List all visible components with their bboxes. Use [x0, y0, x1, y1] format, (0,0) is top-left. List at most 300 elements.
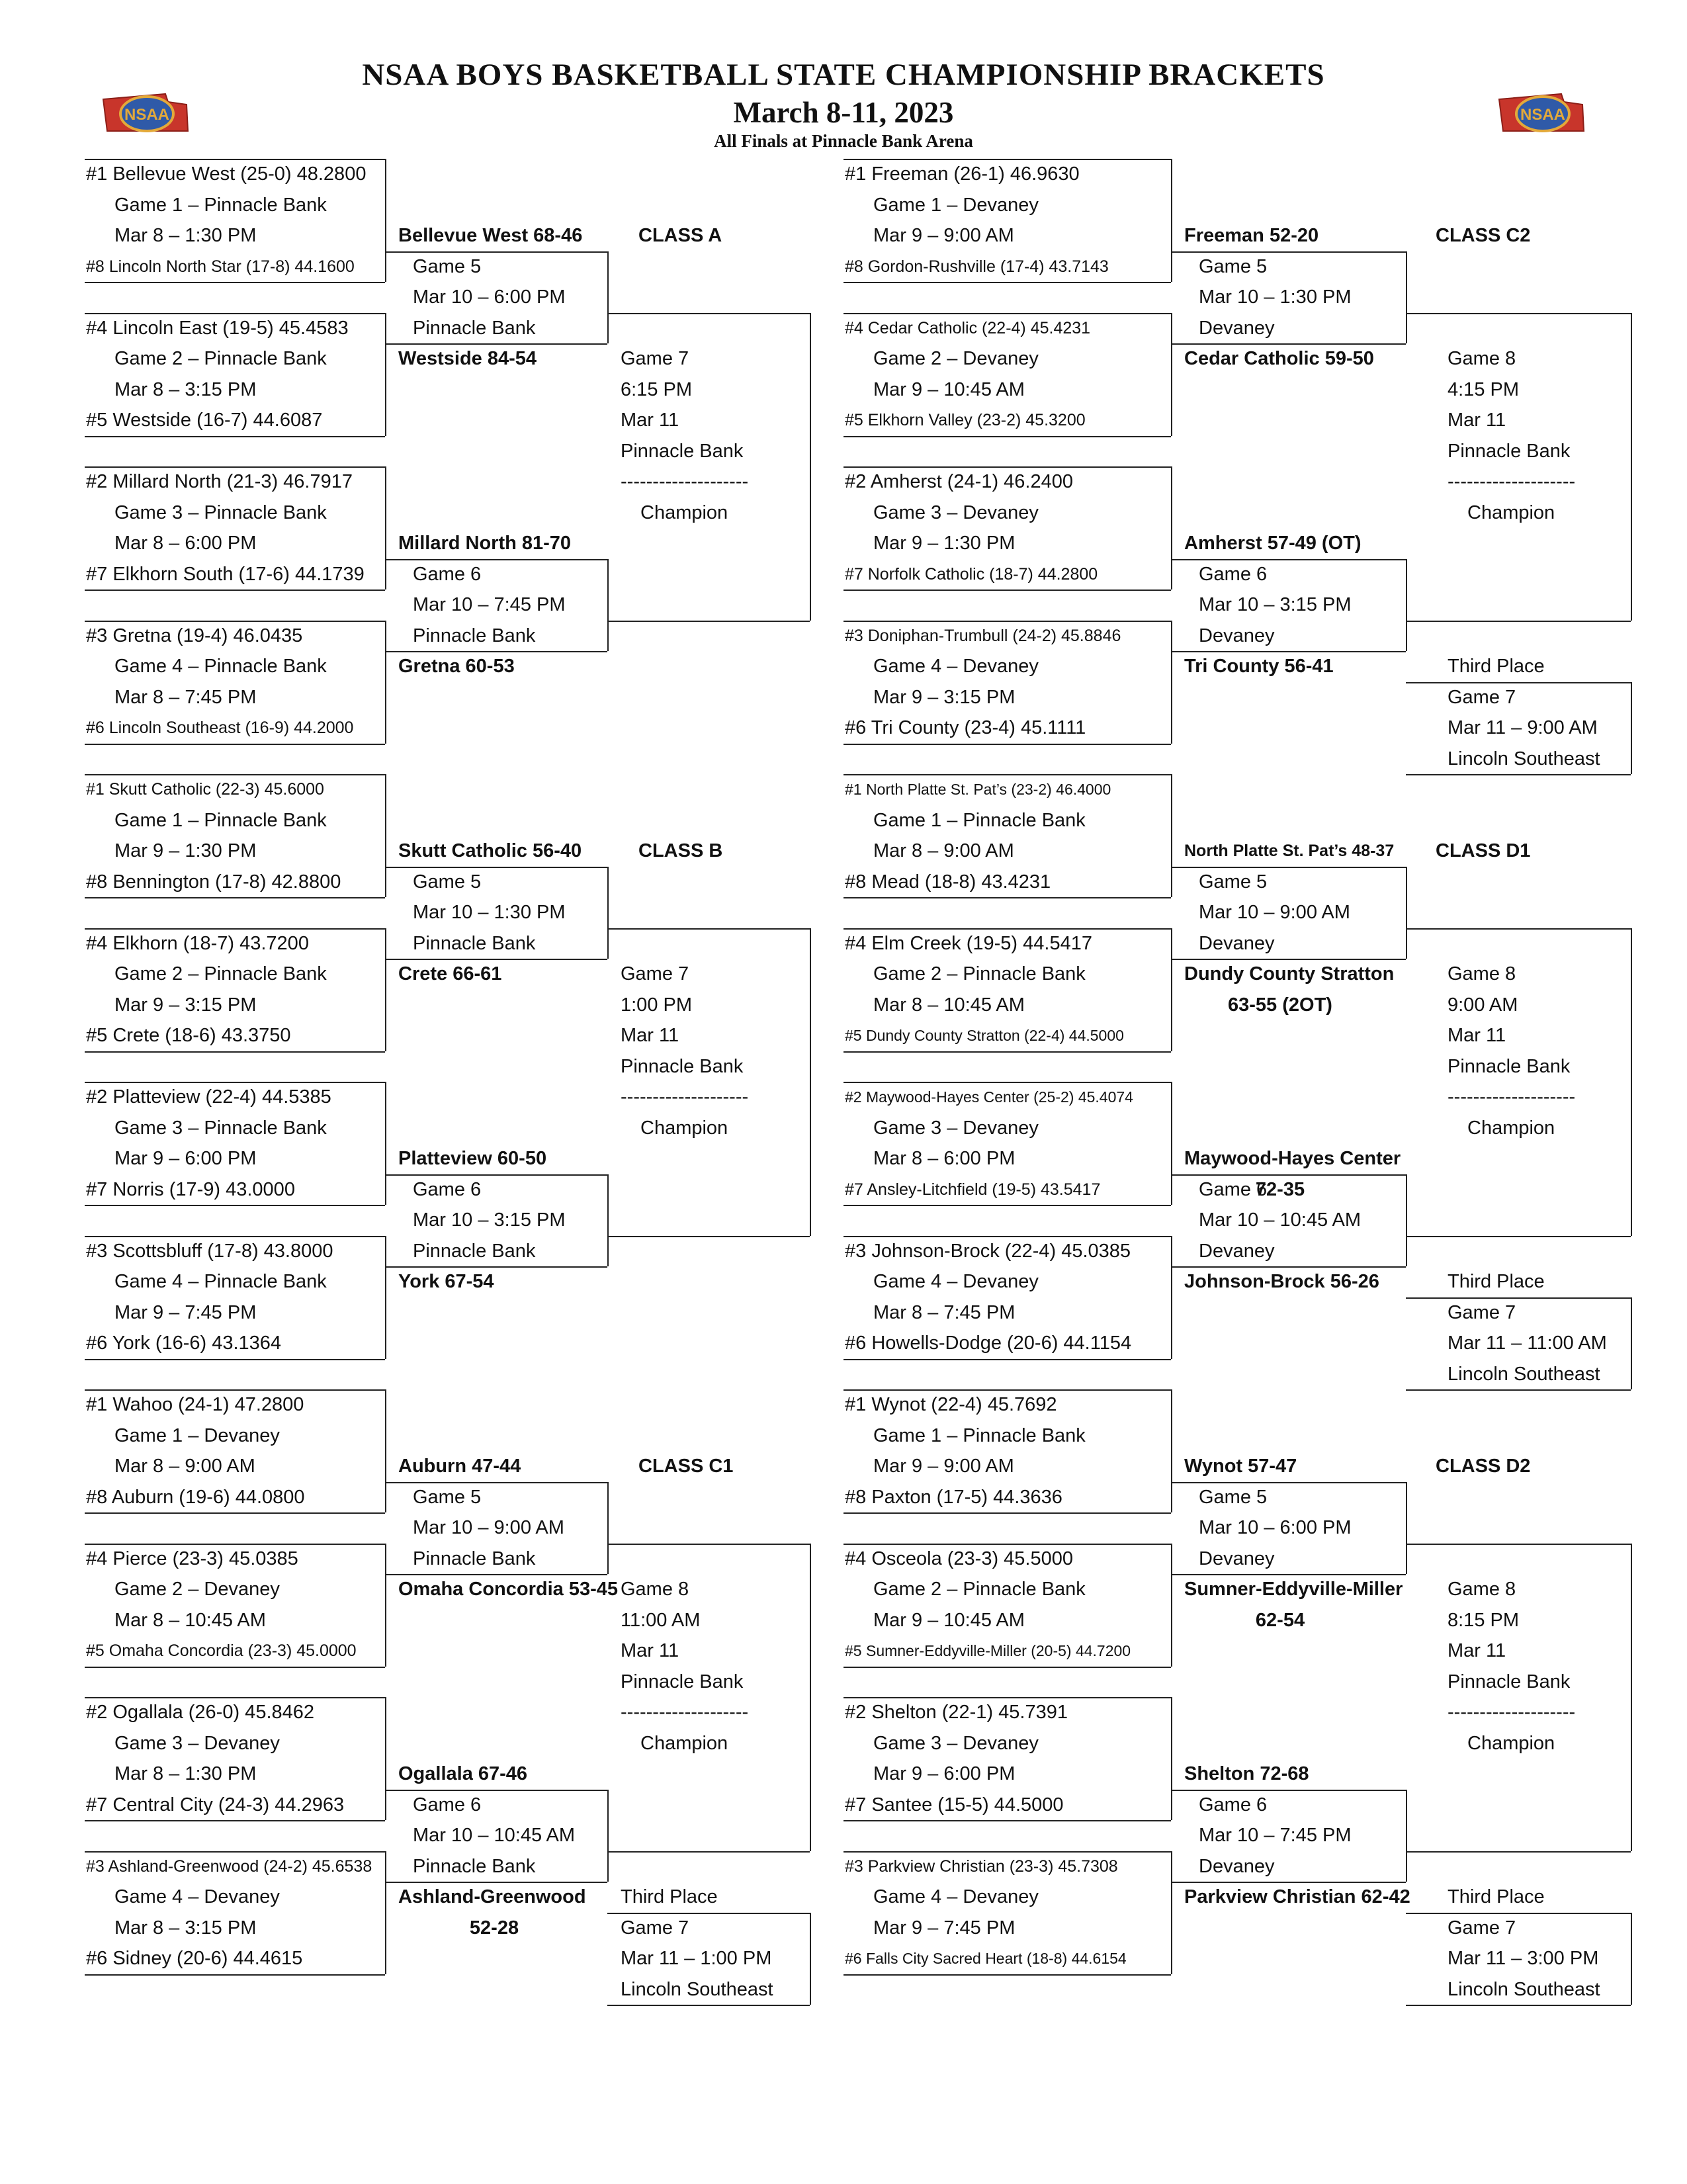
- semifinal-game: Game 6: [1199, 1178, 1268, 1200]
- semifinal-time: Mar 10 – 7:45 PM: [1199, 1825, 1352, 1846]
- third-place-time: Mar 11 – 3:00 PM: [1448, 1948, 1599, 1969]
- class-label: CLASS D1: [1436, 840, 1531, 861]
- team-seed-top: #3 Gretna (19-4) 46.0435: [86, 625, 303, 646]
- champion-line: --------------------: [1448, 1702, 1576, 1723]
- semifinal-time: Mar 10 – 10:45 AM: [1199, 1209, 1362, 1231]
- winner-line: [1171, 1266, 1406, 1268]
- bracket-connector: [385, 1697, 386, 1820]
- game-label: Game 3 – Pinnacle Bank: [114, 502, 327, 523]
- game-label: Game 2 – Pinnacle Bank: [873, 1579, 1086, 1600]
- team-line: [85, 928, 385, 930]
- game-winner: Amherst 57-49 (OT): [1184, 533, 1362, 554]
- game-time: Mar 8 – 3:15 PM: [114, 1917, 257, 1939]
- team-line: [844, 282, 1171, 283]
- bracket-connector: [810, 928, 811, 1236]
- game-time: Mar 9 – 6:00 PM: [114, 1148, 257, 1169]
- third-place-site: Lincoln Southeast: [1448, 748, 1600, 769]
- bracket-connector: [1171, 1697, 1172, 1820]
- semifinal-game: Game 5: [1199, 255, 1268, 277]
- game-label: Game 2 – Pinnacle Bank: [873, 963, 1086, 984]
- winner-line: [385, 1482, 607, 1483]
- semifinal-site: Pinnacle Bank: [413, 1855, 536, 1877]
- team-seed-top: #3 Johnson-Brock (22-4) 45.0385: [845, 1240, 1131, 1262]
- team-seed-bottom: #7 Norfolk Catholic (18-7) 44.2800: [845, 564, 1098, 584]
- page-title: NSAA BOYS BASKETBALL STATE CHAMPIONSHIP BRACKETS: [362, 58, 1325, 92]
- team-line: [85, 282, 385, 283]
- game-time: Mar 8 – 7:45 PM: [114, 686, 257, 708]
- semifinal-line: [1406, 1851, 1631, 1853]
- class-label: CLASS C2: [1436, 225, 1531, 246]
- team-line: [844, 313, 1171, 314]
- semifinal-time: Mar 10 – 3:15 PM: [413, 1209, 566, 1231]
- game-label: Game 1 – Devaney: [873, 194, 1039, 216]
- class-label: CLASS A: [638, 225, 722, 246]
- game-label: Game 2 – Devaney: [873, 348, 1039, 369]
- class-label: CLASS D2: [1436, 1456, 1531, 1477]
- team-seed-bottom: #8 Gordon-Rushville (17-4) 43.7143: [845, 257, 1109, 276]
- team-seed-bottom: #8 Bennington (17-8) 42.8800: [86, 871, 341, 893]
- winner-line: [1171, 1882, 1406, 1883]
- logo-text: NSAA: [124, 106, 170, 124]
- semifinal-time: Mar 10 – 9:00 AM: [1199, 902, 1350, 923]
- bracket-connector: [607, 559, 609, 652]
- team-line: [844, 1236, 1171, 1237]
- game-time: Mar 8 – 9:00 AM: [873, 840, 1014, 861]
- champion-label: Champion: [1467, 1117, 1555, 1139]
- team-line: [844, 928, 1171, 930]
- winner-line: [1171, 651, 1406, 652]
- team-seed-top: #3 Parkview Christian (23-3) 45.7308: [845, 1856, 1118, 1876]
- game-winner: Wynot 57-47: [1184, 1456, 1297, 1477]
- semifinal-site: Pinnacle Bank: [413, 1240, 536, 1262]
- semifinal-line: [1406, 1236, 1631, 1237]
- final-game: Game 8: [1448, 963, 1516, 984]
- third-place-line: [1406, 774, 1631, 775]
- game-winner: Dundy County Stratton: [1184, 963, 1395, 984]
- team-seed-bottom: #7 Ansley-Litchfield (19-5) 43.5417: [845, 1180, 1101, 1199]
- game-winner: Cedar Catholic 59-50: [1184, 348, 1374, 369]
- semifinal-game: Game 5: [413, 871, 482, 893]
- bracket-connector: [1171, 466, 1172, 590]
- game-time: Mar 8 – 10:45 AM: [114, 1609, 266, 1631]
- semifinal-game: Game 5: [413, 1486, 482, 1508]
- team-line: [85, 159, 385, 160]
- winner-line: [385, 1882, 607, 1883]
- final-game: Game 8: [1448, 1579, 1516, 1600]
- final-game: Game 7: [621, 963, 689, 984]
- bracket-connector: [1631, 1297, 1632, 1390]
- winner-line: [1171, 251, 1406, 253]
- bracket-connector: [385, 928, 386, 1051]
- team-seed-top: #2 Maywood-Hayes Center (25-2) 45.4074: [845, 1088, 1133, 1106]
- team-line: [85, 621, 385, 622]
- semifinal-line: [1406, 621, 1631, 622]
- page-header: [0, 0, 1687, 159]
- team-line: [844, 1820, 1171, 1821]
- bracket-connector: [810, 1544, 811, 1851]
- champion-line: --------------------: [621, 1702, 749, 1723]
- final-date: Mar 11: [1448, 410, 1506, 431]
- team-seed-bottom: #6 Falls City Sacred Heart (18-8) 44.6154: [845, 1950, 1127, 1967]
- team-seed-bottom: #5 Elkhorn Valley (23-2) 45.3200: [845, 411, 1086, 429]
- champion-label: Champion: [640, 1117, 728, 1139]
- team-line: [844, 1359, 1171, 1360]
- logo-text: NSAA: [1520, 106, 1566, 124]
- team-line: [844, 159, 1171, 160]
- team-seed-top: #3 Ashland-Greenwood (24-2) 45.6538: [86, 1856, 372, 1876]
- winner-line: [1171, 1574, 1406, 1575]
- team-seed-bottom: #7 Central City (24-3) 44.2963: [86, 1794, 345, 1815]
- bracket-connector: [1406, 1790, 1407, 1882]
- team-line: [85, 436, 385, 437]
- game-label: Game 4 – Devaney: [873, 1271, 1039, 1292]
- champion-label: Champion: [1467, 1732, 1555, 1754]
- winner-line: [1171, 959, 1406, 960]
- game-winner: Tri County 56-41: [1184, 656, 1334, 677]
- game-label: Game 4 – Devaney: [873, 656, 1039, 677]
- winner-score: 63-55 (2OT): [1228, 994, 1332, 1016]
- semifinal-site: Devaney: [1199, 1548, 1275, 1569]
- game-winner: Freeman 52-20: [1184, 225, 1319, 246]
- semifinal-time: Mar 10 – 10:45 AM: [413, 1825, 576, 1846]
- semifinal-line: [1406, 313, 1631, 314]
- semifinal-site: Devaney: [1199, 1240, 1275, 1262]
- game-time: Mar 8 – 1:30 PM: [114, 225, 257, 246]
- bracket-connector: [1171, 1544, 1172, 1667]
- semifinal-game: Game 5: [413, 255, 482, 277]
- bracket-connector: [1631, 1544, 1632, 1851]
- game-label: Game 4 – Devaney: [873, 1886, 1039, 1907]
- bracket-connector: [385, 1389, 386, 1512]
- final-site: Pinnacle Bank: [621, 1055, 744, 1077]
- winner-line: [1171, 867, 1406, 868]
- winner-line: [1171, 559, 1406, 560]
- champion-label: Champion: [640, 1732, 728, 1754]
- team-seed-top: #4 Osceola (23-3) 45.5000: [845, 1548, 1073, 1569]
- team-line: [85, 1697, 385, 1698]
- bracket-connector: [1171, 621, 1172, 744]
- tournament-dates: March 8-11, 2023: [733, 96, 954, 129]
- team-line: [85, 774, 385, 775]
- game-winner: Ashland-Greenwood: [398, 1886, 586, 1907]
- game-label: Game 1 – Pinnacle Bank: [114, 194, 327, 216]
- game-label: Game 1 – Pinnacle Bank: [114, 809, 327, 831]
- final-game: Game 7: [621, 348, 689, 369]
- semifinal-time: Mar 10 – 6:00 PM: [1199, 1517, 1352, 1538]
- semifinal-game: Game 5: [1199, 1486, 1268, 1508]
- bracket-connector: [385, 621, 386, 744]
- team-seed-top: #1 Freeman (26-1) 46.9630: [845, 163, 1080, 185]
- team-line: [85, 1082, 385, 1083]
- semifinal-game: Game 6: [1199, 1794, 1268, 1815]
- team-line: [844, 1697, 1171, 1698]
- third-place-label: Third Place: [621, 1886, 718, 1907]
- team-seed-bottom: #5 Crete (18-6) 43.3750: [86, 1025, 291, 1046]
- game-label: Game 3 – Devaney: [114, 1732, 280, 1754]
- winner-line: [1171, 1174, 1406, 1176]
- team-line: [85, 1512, 385, 1514]
- bracket-connector: [385, 159, 386, 282]
- bracket-connector: [385, 1236, 386, 1359]
- team-seed-top: #2 Amherst (24-1) 46.2400: [845, 471, 1073, 492]
- game-label: Game 3 – Devaney: [873, 502, 1039, 523]
- game-winner: York 67-54: [398, 1271, 494, 1292]
- third-place-site: Lincoln Southeast: [1448, 1363, 1600, 1385]
- third-place-line: [1406, 1389, 1631, 1391]
- game-label: Game 1 – Pinnacle Bank: [873, 809, 1086, 831]
- winner-score: 72-35: [1255, 1178, 1305, 1200]
- team-line: [844, 621, 1171, 622]
- semifinal-time: Mar 10 – 1:30 PM: [413, 902, 566, 923]
- game-time: Mar 9 – 6:00 PM: [873, 1763, 1016, 1784]
- bracket-connector: [1406, 251, 1407, 344]
- game-winner: Auburn 47-44: [398, 1456, 521, 1477]
- team-seed-bottom: #5 Dundy County Stratton (22-4) 44.5000: [845, 1027, 1124, 1044]
- bracket-connector: [1171, 1082, 1172, 1205]
- bracket-connector: [1171, 1851, 1172, 1974]
- bracket-connector: [1171, 928, 1172, 1051]
- team-line: [85, 1820, 385, 1821]
- team-line: [85, 1205, 385, 1206]
- team-seed-top: #1 Bellevue West (25-0) 48.2800: [86, 163, 367, 185]
- team-seed-bottom: #8 Auburn (19-6) 44.0800: [86, 1486, 305, 1508]
- team-seed-top: #2 Platteview (22-4) 44.5385: [86, 1086, 331, 1108]
- winner-line: [1171, 1482, 1406, 1483]
- semifinal-line: [1406, 1544, 1631, 1545]
- team-seed-top: #4 Pierce (23-3) 45.0385: [86, 1548, 298, 1569]
- final-date: Mar 11: [1448, 1640, 1506, 1661]
- team-seed-top: #3 Scottsbluff (17-8) 43.8000: [86, 1240, 333, 1262]
- final-site: Pinnacle Bank: [621, 440, 744, 462]
- team-seed-bottom: #8 Lincoln North Star (17-8) 44.1600: [86, 257, 355, 276]
- champion-line: --------------------: [1448, 471, 1576, 492]
- team-seed-top: #2 Millard North (21-3) 46.7917: [86, 471, 353, 492]
- game-time: Mar 8 – 3:15 PM: [114, 378, 257, 400]
- game-time: Mar 9 – 7:45 PM: [114, 1301, 257, 1323]
- winner-line: [385, 1174, 607, 1176]
- semifinal-time: Mar 10 – 9:00 AM: [413, 1517, 564, 1538]
- winner-line: [385, 1790, 607, 1791]
- bracket-connector: [385, 774, 386, 897]
- third-place-line: [607, 1913, 810, 1914]
- game-winner: Millard North 81-70: [398, 533, 572, 554]
- semifinal-line: [607, 928, 810, 930]
- team-line: [85, 897, 385, 898]
- team-seed-bottom: #5 Westside (16-7) 44.6087: [86, 410, 323, 431]
- team-line: [844, 1512, 1171, 1514]
- bracket-connector: [1171, 159, 1172, 282]
- team-line: [85, 1051, 385, 1053]
- semifinal-line: [607, 313, 810, 314]
- semifinal-line: [607, 1851, 810, 1853]
- team-line: [844, 1205, 1171, 1206]
- team-line: [85, 1544, 385, 1545]
- winner-line: [385, 651, 607, 652]
- bracket-connector: [607, 1482, 609, 1575]
- team-seed-top: #4 Elkhorn (18-7) 43.7200: [86, 932, 309, 954]
- third-place-game: Game 7: [1448, 1917, 1516, 1939]
- third-place-line: [1406, 1913, 1631, 1914]
- team-line: [85, 1667, 385, 1668]
- final-site: Pinnacle Bank: [1448, 1055, 1571, 1077]
- game-winner: North Platte St. Pat’s 48-37: [1184, 842, 1395, 860]
- team-line: [844, 1851, 1171, 1853]
- final-game: Game 8: [1448, 348, 1516, 369]
- team-line: [844, 1974, 1171, 1976]
- game-label: Game 3 – Pinnacle Bank: [114, 1117, 327, 1139]
- game-time: Mar 9 – 3:15 PM: [873, 686, 1016, 708]
- bracket-connector: [1631, 1913, 1632, 2005]
- semifinal-time: Mar 10 – 1:30 PM: [1199, 286, 1352, 308]
- game-winner: Sumner-Eddyville-Miller: [1184, 1579, 1403, 1600]
- winner-line: [385, 1266, 607, 1268]
- final-date: Mar 11: [621, 410, 679, 431]
- game-time: Mar 9 – 7:45 PM: [873, 1917, 1016, 1939]
- third-place-line: [1406, 682, 1631, 683]
- class-label: CLASS B: [638, 840, 723, 861]
- bracket-connector: [607, 1174, 609, 1267]
- team-seed-bottom: #8 Mead (18-8) 43.4231: [845, 871, 1051, 893]
- semifinal-site: Pinnacle Bank: [413, 932, 536, 954]
- game-label: Game 2 – Devaney: [114, 1579, 280, 1600]
- final-time: 9:00 AM: [1448, 994, 1518, 1016]
- bracket-connector: [385, 1544, 386, 1667]
- third-place-time: Mar 11 – 11:00 AM: [1448, 1332, 1607, 1354]
- semifinal-time: Mar 10 – 7:45 PM: [413, 594, 566, 615]
- semifinal-line: [607, 1236, 810, 1237]
- team-seed-top: #1 North Platte St. Pat’s (23-2) 46.4000: [845, 781, 1111, 798]
- winner-line: [385, 251, 607, 253]
- game-winner: Johnson-Brock 56-26: [1184, 1271, 1379, 1292]
- team-line: [844, 436, 1171, 437]
- team-seed-top: #4 Cedar Catholic (22-4) 45.4231: [845, 318, 1091, 337]
- team-seed-bottom: #6 Tri County (23-4) 45.1111: [845, 717, 1086, 738]
- team-line: [844, 1389, 1171, 1391]
- winner-line: [385, 559, 607, 560]
- team-seed-bottom: #6 Lincoln Southeast (16-9) 44.2000: [86, 719, 354, 737]
- bracket-connector: [1171, 313, 1172, 436]
- final-site: Pinnacle Bank: [1448, 1671, 1571, 1692]
- final-site: Pinnacle Bank: [1448, 440, 1571, 462]
- third-place-line: [607, 2005, 810, 2006]
- team-line: [844, 466, 1171, 468]
- game-label: Game 4 – Devaney: [114, 1886, 280, 1907]
- winner-line: [385, 867, 607, 868]
- team-seed-top: #2 Ogallala (26-0) 45.8462: [86, 1702, 315, 1723]
- bracket-connector: [607, 251, 609, 344]
- team-line: [844, 744, 1171, 745]
- game-winner: Omaha Concordia 53-45: [398, 1579, 618, 1600]
- game-time: Mar 8 – 1:30 PM: [114, 1763, 257, 1784]
- game-winner: Shelton 72-68: [1184, 1763, 1309, 1784]
- final-game: Game 8: [621, 1579, 689, 1600]
- team-line: [85, 1851, 385, 1853]
- team-seed-bottom: #6 Howells-Dodge (20-6) 44.1154: [845, 1332, 1132, 1354]
- team-line: [85, 590, 385, 591]
- bracket-connector: [1171, 1236, 1172, 1359]
- game-label: Game 4 – Pinnacle Bank: [114, 656, 327, 677]
- bracket-connector: [1171, 1389, 1172, 1512]
- team-line: [85, 313, 385, 314]
- team-seed-bottom: #8 Paxton (17-5) 44.3636: [845, 1486, 1062, 1508]
- class-label: CLASS C1: [638, 1456, 734, 1477]
- game-time: Mar 9 – 9:00 AM: [873, 1456, 1014, 1477]
- winner-line: [385, 959, 607, 960]
- game-time: Mar 9 – 1:30 PM: [873, 533, 1016, 554]
- semifinal-time: Mar 10 – 3:15 PM: [1199, 594, 1352, 615]
- game-winner: Parkview Christian 62-42: [1184, 1886, 1410, 1907]
- champion-line: --------------------: [621, 1086, 749, 1108]
- team-line: [844, 1544, 1171, 1545]
- bracket-connector: [1406, 559, 1407, 652]
- third-place-line: [1406, 2005, 1631, 2006]
- game-label: Game 4 – Pinnacle Bank: [114, 1271, 327, 1292]
- bracket-connector: [1631, 928, 1632, 1236]
- team-line: [85, 1974, 385, 1976]
- third-place-site: Lincoln Southeast: [621, 1978, 773, 2000]
- game-label: Game 2 – Pinnacle Bank: [114, 963, 327, 984]
- team-line: [844, 897, 1171, 898]
- final-time: 6:15 PM: [621, 378, 692, 400]
- bracket-connector: [607, 1790, 609, 1882]
- final-time: 8:15 PM: [1448, 1609, 1519, 1631]
- third-place-label: Third Place: [1448, 656, 1545, 677]
- final-date: Mar 11: [621, 1640, 679, 1661]
- finals-location: All Finals at Pinnacle Bank Arena: [714, 131, 973, 151]
- bracket-connector: [385, 1082, 386, 1205]
- game-label: Game 3 – Devaney: [873, 1117, 1039, 1139]
- champion-line: --------------------: [1448, 1086, 1576, 1108]
- bracket-connector: [607, 867, 609, 959]
- game-time: Mar 9 – 10:45 AM: [873, 378, 1025, 400]
- semifinal-game: Game 5: [1199, 871, 1268, 893]
- semifinal-line: [607, 621, 810, 622]
- team-line: [85, 1389, 385, 1391]
- semifinal-time: Mar 10 – 6:00 PM: [413, 286, 566, 308]
- third-place-time: Mar 11 – 9:00 AM: [1448, 717, 1598, 738]
- team-line: [844, 1082, 1171, 1083]
- bracket-connector: [1631, 313, 1632, 621]
- bracket-connector: [1406, 1482, 1407, 1575]
- third-place-game: Game 7: [1448, 1301, 1516, 1323]
- bracket-connector: [385, 466, 386, 590]
- semifinal-line: [607, 1544, 810, 1545]
- game-time: Mar 9 – 9:00 AM: [873, 225, 1014, 246]
- team-line: [844, 1667, 1171, 1668]
- team-seed-top: #4 Lincoln East (19-5) 45.4583: [86, 317, 349, 339]
- team-seed-bottom: #7 Santee (15-5) 44.5000: [845, 1794, 1064, 1815]
- winner-line: [385, 1574, 607, 1575]
- third-place-time: Mar 11 – 1:00 PM: [621, 1948, 772, 1969]
- team-line: [844, 590, 1171, 591]
- game-winner: Crete 66-61: [398, 963, 502, 984]
- bracket-connector: [385, 313, 386, 436]
- semifinal-game: Game 6: [413, 1794, 482, 1815]
- semifinal-site: Pinnacle Bank: [413, 625, 536, 646]
- bracket-connector: [1171, 774, 1172, 897]
- bracket-connector: [1406, 867, 1407, 959]
- third-place-site: Lincoln Southeast: [1448, 1978, 1600, 2000]
- team-seed-bottom: #6 Sidney (20-6) 44.4615: [86, 1948, 303, 1969]
- final-date: Mar 11: [621, 1025, 679, 1046]
- winner-line: [1171, 1790, 1406, 1791]
- game-time: Mar 8 – 9:00 AM: [114, 1456, 255, 1477]
- team-line: [85, 744, 385, 745]
- team-seed-top: #3 Doniphan-Trumbull (24-2) 45.8846: [845, 626, 1121, 645]
- third-place-line: [1406, 1297, 1631, 1299]
- bracket-connector: [1406, 1174, 1407, 1267]
- bracket-connector: [1631, 682, 1632, 775]
